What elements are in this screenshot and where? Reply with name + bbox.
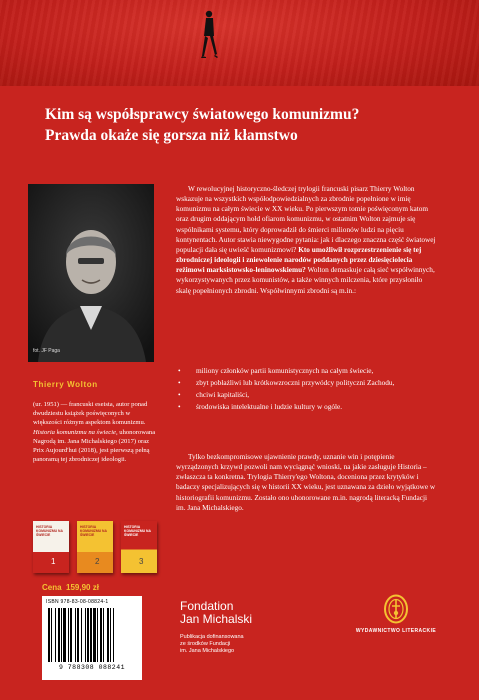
book-1-index: 1	[51, 557, 56, 566]
foundation-block	[180, 600, 320, 655]
blurb-p1-b: Wolton demaskuje całą sieć współwinnych, wykorzystywanych przez komunistów, a także winnych milczenia, które przysłoniło skalę popełnionych zbrodni. Współwinnymi zbrodni są m.in.:	[176, 265, 435, 295]
photo-credit: fot. JF Paga	[33, 348, 60, 354]
barcode-digits: 9 788308 088241	[58, 664, 125, 671]
publisher-block	[348, 594, 444, 634]
list-item: • chciwi kapitaliści,	[178, 390, 440, 400]
author-name: Thierry Wolton	[33, 380, 98, 389]
barcode-icon	[48, 608, 136, 662]
blurb-p2: Tylko bezkompromisowe ujawnienie prawdy, uznanie win i potępienie wyrządzonych krzywd pozwoli nam wyciągnąć wnioski, na jakie zasługuje Historia – zwłaszcza ta konkretna. Trylogia Thierry'ego Woltona, doceniona przez krytyków i badaczy specjalizujących się w historii XX wieku, jest uznawana za dzieło wyjątkowe w historiografii komunizmu. Zostało ono uhonorowane m.in. nagrodą literacką Fundacji im. Jana Michalskiego.	[176, 452, 436, 512]
blurb-paragraph-1	[176, 184, 438, 296]
trilogy-covers	[33, 515, 159, 580]
foundation-name-line-2: Jan Michalski	[180, 612, 253, 626]
publisher-logo-icon	[383, 594, 409, 624]
barcode-box	[42, 596, 142, 680]
blurb-p1-bold: Kto umożliwił rozprzestrzenienie się tej zbrodniczej ideologii i zniewolenie narodów poddanych przez dziesięciolecia reżimowi marksistowsko-leninowskiemu?	[176, 244, 422, 275]
list-item: • środowiska intelektualne i ludzie kultury w ogóle.	[178, 402, 440, 412]
foundation-note	[180, 634, 320, 655]
accomplices-list	[178, 366, 440, 415]
book-2-title: HISTORIA KOMUNIZMU NA ŚWIECIE	[80, 525, 107, 537]
foundation-note-line-2: ze środków Fundacji	[180, 641, 231, 647]
blurb-paragraph-2	[176, 452, 438, 513]
author-bio-part-2: , uhonorowana Nagrodą im. Jana Michalskiego (2017) oraz Prix Aujourd'hui (2018), jest pierwszą pełną panoramą tej zbrodniczej ideologii.	[33, 428, 156, 464]
author-bio	[33, 400, 159, 464]
cover-headline	[45, 104, 465, 146]
price	[42, 583, 99, 592]
headline-line-1: Kim są współsprawcy światowego komunizmu?	[45, 106, 360, 123]
publisher-name: WYDAWNICTWO LITERACKIE	[355, 628, 437, 634]
author-portrait-image	[28, 184, 154, 362]
price-value: 159,90 zł	[66, 583, 99, 592]
foundation-note-line-3: im. Jana Michalskiego	[180, 648, 235, 654]
book-3-title: HISTORIA KOMUNIZMU NA ŚWIECIE	[124, 525, 151, 537]
book-3-index: 3	[139, 557, 144, 566]
book-cover-volume-2	[77, 521, 113, 573]
list-item: • zbyt pobłażliwi lub krótkowzroczni przywódcy polityczni Zachodu,	[178, 378, 440, 388]
author-photo	[28, 184, 154, 362]
author-bio-book-title: Historia komunizmu na świecie	[33, 428, 116, 436]
book-2-index: 2	[95, 557, 100, 566]
headline-line-2: Prawda okaże się gorsza niż kłamstwo	[45, 127, 298, 144]
foundation-note-line-1: Publikacja dofinansowana	[180, 634, 244, 640]
book-cover-volume-3	[121, 521, 157, 573]
author-bio-part-1: (ur. 1951) — francuski eseista, autor ponad dwudziestu książek poświęconych w większości różnym aspektom komunizmu.	[33, 401, 148, 427]
price-label: Cena	[42, 583, 62, 592]
cover-top-band	[0, 0, 479, 86]
isbn-text: ISBN 978-83-08-08824-1	[46, 599, 109, 605]
book-1-title: HISTORIA KOMUNIZMU NA ŚWIECIE	[36, 525, 63, 537]
list-item: • miliony członków partii komunistycznych na całym świecie,	[178, 366, 440, 376]
book-cover-volume-1	[33, 521, 69, 573]
foundation-name-line-1: Fondation	[180, 599, 234, 613]
walking-figure-illustration	[200, 10, 218, 62]
blurb-p1-a: W rewolucyjnej historyczno-śledczej trylogii francuski pisarz Thierry Wolton wskazuje na wszystkich współodpowiedzialnych za zbrodnie popełnione w imię komunizmu na całym świecie w XX wieku. Po pierwszym tomie poświęconym katom oraz drugim oddającym hołd ofiarom komunizmu, w ostatnim Wolton zajmuje się wspólnikami systemu, który doprowadził do śmierci milionów ludzi na pięciu kontynentach. Autor stawia niewygodne pytania: jak i dlaczego znaczna część światowej populacji dała się uwieść komunizmowi?	[176, 184, 436, 254]
